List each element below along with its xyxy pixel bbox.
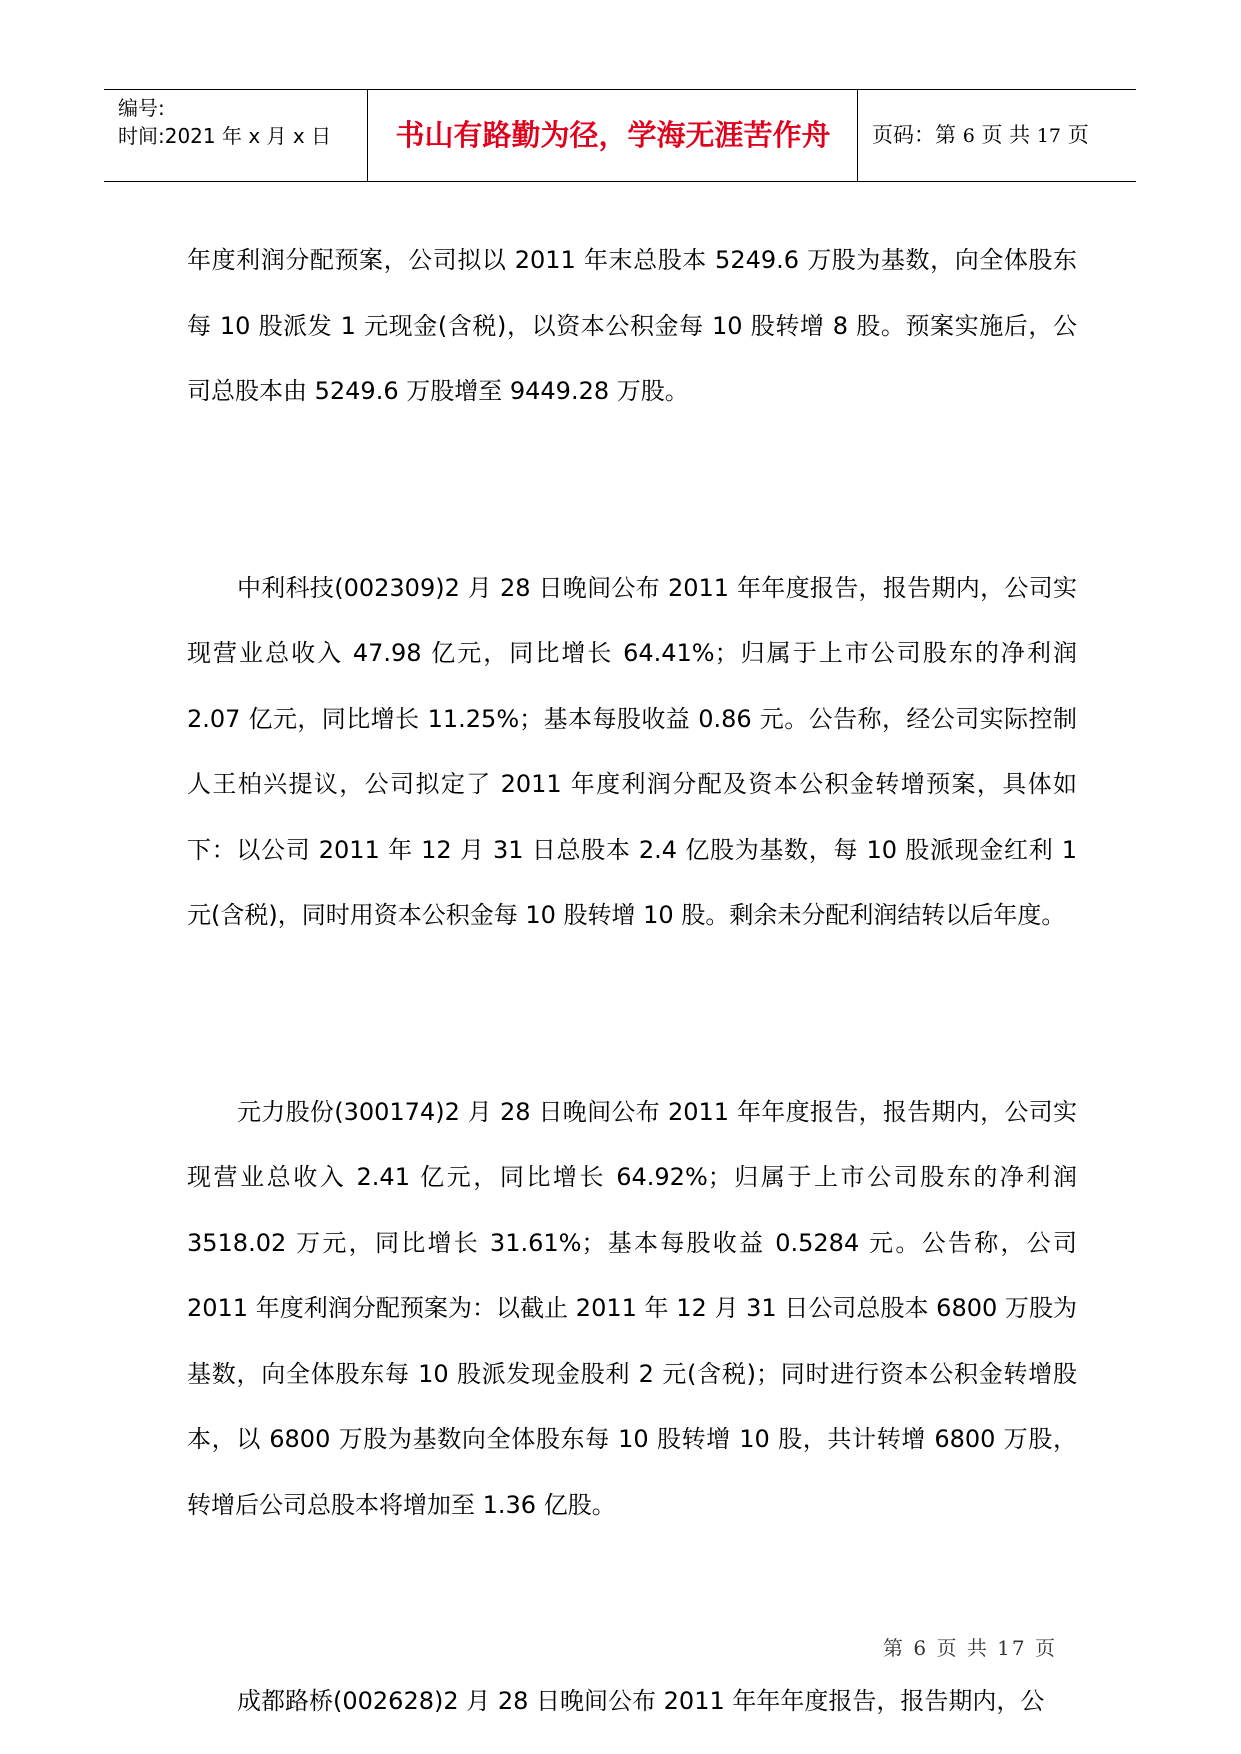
header-divider-right — [857, 90, 858, 181]
document-time-label: 时间:2021 年 x 月 x 日 — [118, 124, 332, 148]
page-prefix: 页码：第 — [872, 123, 956, 147]
paragraph-yuanli: 元力股份(300174)2 月 28 日晚间公布 2011 年年度报告，报告期内，公司实现营业总收入 2.41 亿元，同比增长 64.92%；归属于上市公司股东的净利润 3518.02 万元，同比增长 31.61%；基本每股收益 0.5284 元。公告称，公司 2011 年度利润分配预案为：以截止 2011 年 12 月 31 日公司总股本 6800 万股为基数，向全体股东每 10 股派发现金股利 2 元(含税)；同时进行资本公积金转增股本，以 6800 万股为基数向全体股东每 10 股转增 10 股，共计转增 6800 万股，转增后公司总股本将增加至 1.36 亿股。 — [187, 1097, 1077, 1519]
page-suffix: 页 — [1067, 123, 1089, 147]
paragraph-continuation: 年度利润分配预案，公司拟以 2011 年末总股本 5249.6 万股为基数，向全体股东每 10 股派发 1 元现金(含税)，以资本公积金每 10 股转增 8 股。预案实施后，公司总股本由 5249.6 万股增至 9449.28 万股。 — [187, 246, 1077, 405]
page-total-number: 17 — [1036, 125, 1062, 147]
header-motto: 书山有路勤为径，学海无涯苦作舟 — [395, 118, 831, 152]
page-current-number: 6 — [962, 125, 975, 147]
paragraph-zhongli: 中利科技(002309)2 月 28 日晚间公布 2011 年年度报告，报告期内，公司实现营业总收入 47.98 亿元，同比增长 64.41%；归属于上市公司股东的净利润 2.07 亿元，同比增长 11.25%；基本每股收益 0.86 元。公告称，经公司实际控制人王柏兴提议，公司拟定了 2011 年度利润分配及资本公积金转增预案，具体如下：以公司 2011 年 12 月 31 日总股本 2.4 亿股为基数，每 10 股派现金红利 1 元(含税)，同时用资本公积金每 10 股转增 10 股。剩余未分配利润结转以后年度。 — [187, 573, 1077, 929]
page-footer — [0, 1632, 1241, 1662]
paragraph-chengdu-luqiao: 成都路桥(002628)2 月 28 日晚间公布 2011 年年年度报告，报告期内，公 — [237, 1687, 1045, 1715]
footer-page-number: 第 6 页 共 17 页 — [883, 1636, 1057, 1660]
page-header — [104, 89, 1136, 182]
header-page-indicator — [872, 90, 1089, 181]
document-number-label: 编号: — [118, 96, 165, 120]
header-meta — [118, 94, 331, 150]
page-mid: 页 共 — [981, 123, 1031, 147]
document-body — [187, 228, 1077, 1735]
